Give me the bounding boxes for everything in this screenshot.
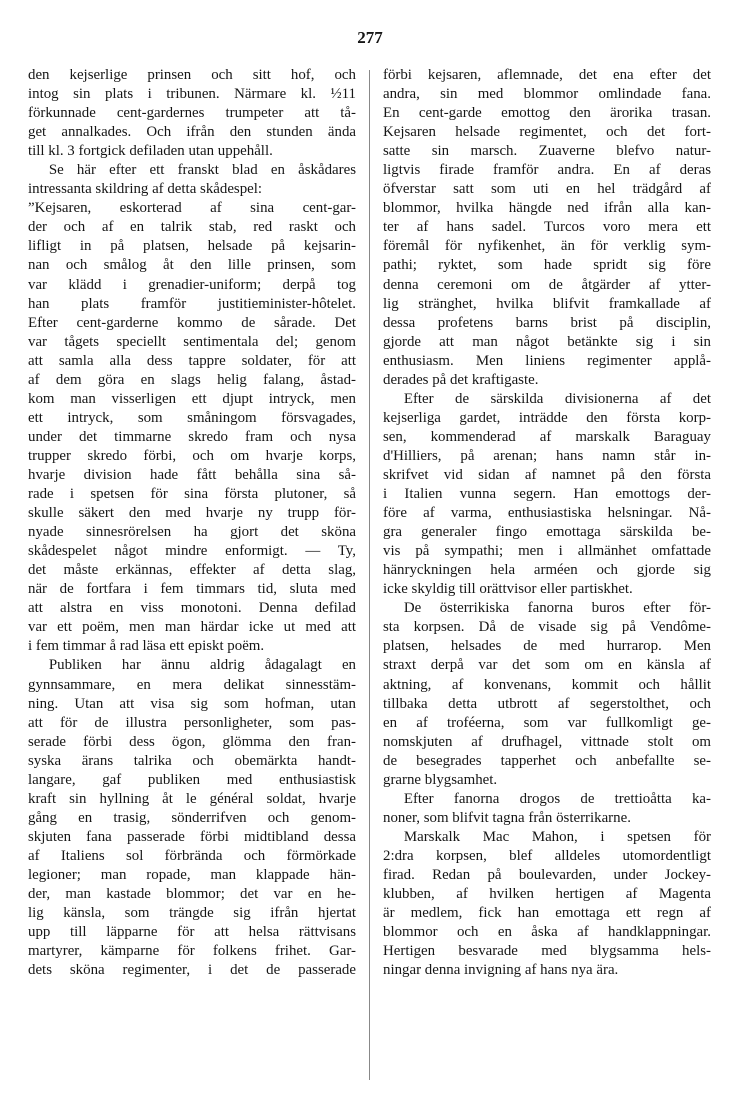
text-line: gjorde att man något betänkte sig i sin [383, 333, 711, 350]
text-line: serade förbi dess ögon, glömma den fran- [28, 733, 356, 750]
text-line: nomskjuten af drufhagel, vittnade stolt om [383, 733, 711, 750]
text-line: syska ärans talrika och obemärkta handt- [28, 752, 356, 769]
text-line: En cent-garde emottog den ärorika trasan. [383, 105, 711, 122]
text-line: kraft sin hyllning åt le général soldat, hvarje [28, 790, 356, 807]
text-line: var ett poëm, men man härdar icke ut med att [28, 619, 356, 636]
text-line: satte sin marsch. Zuaverne blefvo natur- [383, 143, 711, 160]
text-line: till kl. 3 fortgick defiladen utan uppehåll. [28, 143, 273, 160]
text-line: martyrer, kämparne för folkens frihet. Gar- [28, 943, 356, 960]
text-line: nyade sinnesrörelsen ha gjort det sköna [28, 524, 356, 541]
text-line: blommor och en åska af handklappningar. [383, 924, 711, 941]
text-line: af Italiens sol förbrända och förmörkade [28, 847, 356, 864]
text-line: nan och smålog åt den lille prinsen, som [28, 257, 356, 274]
text-line: Kejsaren helsade regimentet, och det fort- [383, 124, 711, 141]
text-line: förbi kejsaren, aflemnade, det ena efter det [383, 67, 711, 83]
text-line: blommor, hvilka hängde ned ifrån alla kan- [383, 200, 711, 217]
left-column [28, 66, 356, 980]
text-line: firad. Redan på boulevarden, under Jockey- [383, 866, 711, 883]
text-line: af dem göra en slags helig falang, åstad- [28, 371, 356, 388]
right-column [383, 66, 711, 980]
text-line: före af varma, enthusiastiska helsningar. Nå- [383, 505, 711, 522]
text-line: tillbaka detta utbrott af segerstolthet, och [383, 695, 711, 712]
text-line: sen, kommenderad af marskalk Baraguay [383, 428, 711, 445]
text-line: intog sin plats i tribunen. Närmare kl. ½11 [28, 86, 356, 103]
text-line: der och af en talrik stab, red raskt och [28, 219, 356, 236]
text-line: att samla alla dess tappre soldater, för att [28, 352, 356, 369]
text-line: i fem timmar å rad läsa ett episkt poëm. [28, 638, 265, 655]
text-line: att alstra en viss monotoni. Denna defilad [28, 600, 356, 617]
text-line: gång en trasig, sönderrifven och genom- [28, 809, 356, 826]
text-line: skrifvet vid sidan af namnet på den första [383, 466, 711, 483]
page-number: 277 [357, 28, 383, 47]
text-line: ligtvis firade framför andra. En af deras [383, 162, 711, 179]
text-line: Efter cent-garderne kommo de sårade. Det [28, 314, 356, 331]
text-line: noner, som blifvit tagna från österrikarne. [383, 809, 631, 826]
text-line: förkunnade cent-gardernes trumpeter att tå- [28, 105, 356, 122]
text-line: ter af hans sadel. Turcos voro mera ett [383, 219, 711, 236]
text-line: kom man visserligen ett djupt intryck, men [28, 390, 356, 407]
text-line: föremål för nyfikenhet, än för verklig sym- [383, 238, 711, 255]
text-line: pathi; ryktet, som hade spridt sig före [383, 257, 711, 274]
text-line: ett intryck, som småningom försvagades, [28, 409, 356, 426]
text-line: hvarje division hade fått behålla sina så- [28, 466, 356, 483]
text-line: ningar denna invigning af hans nya ära. [383, 962, 619, 979]
text-line: Hertigen besvarade med blygsamma hels- [383, 943, 711, 960]
text-line: Publiken har ännu aldrig ådagalagt en [48, 657, 356, 674]
text-line: platsen, helsades de med hurrarop. Men [383, 638, 711, 655]
text-line: skådespelet något mindre enformigt. — Ty, [28, 543, 356, 560]
text-line: get annalkades. Och ifrån den stunden ända [28, 124, 356, 141]
text-line: De österrikiska fanorna buros efter för- [403, 600, 711, 617]
text-line: skulle säkert den med hvarje ny trupp för- [28, 505, 356, 522]
text-line: upp till läpparne för att helsa rättvisans [28, 924, 356, 941]
text-line: gra generaler fingo emottaga särskilda be- [383, 524, 711, 541]
text-line: legioner; man ropade, man klappade hän- [28, 866, 356, 883]
text-line: när de fortfara i fem timmars tid, sluta med [28, 581, 356, 598]
text-line: en af troféerna, som var fullkomligt ge- [383, 714, 711, 731]
text-line: denna ceremoni om de åtgärder af ytter- [383, 276, 711, 293]
text-line: dessa profetens barns brist på disciplin, [383, 314, 711, 331]
text-line: under det timmarne skredo fram och nysa [28, 428, 356, 445]
text-line: vis på sympathi; men i allmänhet omfattade [383, 543, 711, 560]
text-line: Efter de särskilda divisionerna af det [403, 390, 711, 407]
column-divider [369, 70, 370, 1080]
text-line: icke skyldig till orättvisor eller partiskhet. [383, 581, 633, 598]
text-line: kejserliga gardet, inträdde den första korp- [383, 409, 711, 426]
text-line: trupper skredo förbi, och om hvarje korps, [28, 447, 356, 464]
text-line: 2:dra korpsen, blef alldeles utomordentligt [383, 847, 711, 864]
text-line: lifligt in på platsen, helsade på kejsarin- [28, 238, 356, 255]
text-line: langare, gaf publiken med enthusiastisk [28, 771, 356, 788]
text-line: det måste erkännas, effekter af detta slag, [28, 562, 356, 579]
text-line: grarne blygsamhet. [383, 771, 498, 788]
text-line: hänryckningen hela arméen och gjorde sig [383, 562, 711, 579]
text-line: Se här efter ett franskt blad en åskådares [48, 162, 356, 179]
text-line: enthusiasm. Men liniens regimenter applå- [383, 352, 711, 369]
text-line: är medlem, fick han emottaga ett regn af [383, 905, 711, 922]
text-line: skjuten fana passerade förbi midtibland dessa [28, 828, 356, 845]
text-line: öfverstar satt som uti en hel trädgård af [383, 181, 711, 198]
text-line: rade i spetsen för sina första plutoner, så [28, 486, 356, 503]
text-line: ”Kejsaren, eskorterad af sina cent-gar- [28, 200, 356, 217]
text-line: var tågets speciellt sentimentala del; genom [28, 333, 356, 350]
text-line: ning. Utan att visa sig som hofman, utan [28, 695, 356, 712]
text-line: Marskalk Mac Mahon, i spetsen för [403, 828, 711, 845]
text-line: sta korpsen. Då de visade sig på Vendôme- [383, 619, 711, 636]
text-line: aktning, af konvenans, kommit och hållit [383, 676, 711, 693]
text-line: der, man kastade blommor; det var en he- [28, 886, 356, 903]
text-line: han plats framför justitieminister-hôtelet. [28, 295, 356, 312]
text-line: Efter fanorna drogos de trettioåtta ka- [403, 790, 711, 807]
text-line: gynnsammare, en mera delikat sinnesstäm- [28, 676, 356, 693]
text-line: lig känsla, som trängde sig ifrån hjertat [28, 905, 356, 922]
text-line: d'Hilliers, på arenan; hans namn står in- [383, 447, 711, 464]
text-line: derades på det kraftigaste. [383, 371, 539, 388]
text-line: andra, sin med blommor omlindade fana. [383, 86, 711, 103]
text-line: straxt derpå var det som om en känsla af [383, 657, 711, 674]
text-line: de besegrades tapperhet och anbefallte se- [383, 752, 711, 769]
text-line: var klädd i grenadier-uniform; derpå tog [28, 276, 356, 293]
text-line: att för de illustra personligheter, som pas- [28, 714, 356, 731]
text-line: i Italien vunna segern. Han emottogs der- [383, 486, 711, 503]
text-line: klubben, af hvilken hertigen af Magenta [383, 886, 711, 903]
text-line: dets sköna regimenter, i det de passerade [28, 962, 356, 979]
text-line: den kejserlige prinsen och sitt hof, och [28, 67, 356, 83]
text-line: intressanta skildring af detta skådespel: [28, 181, 263, 198]
text-line: lig stränghet, hvilka blifvit framkallade af [383, 295, 711, 312]
